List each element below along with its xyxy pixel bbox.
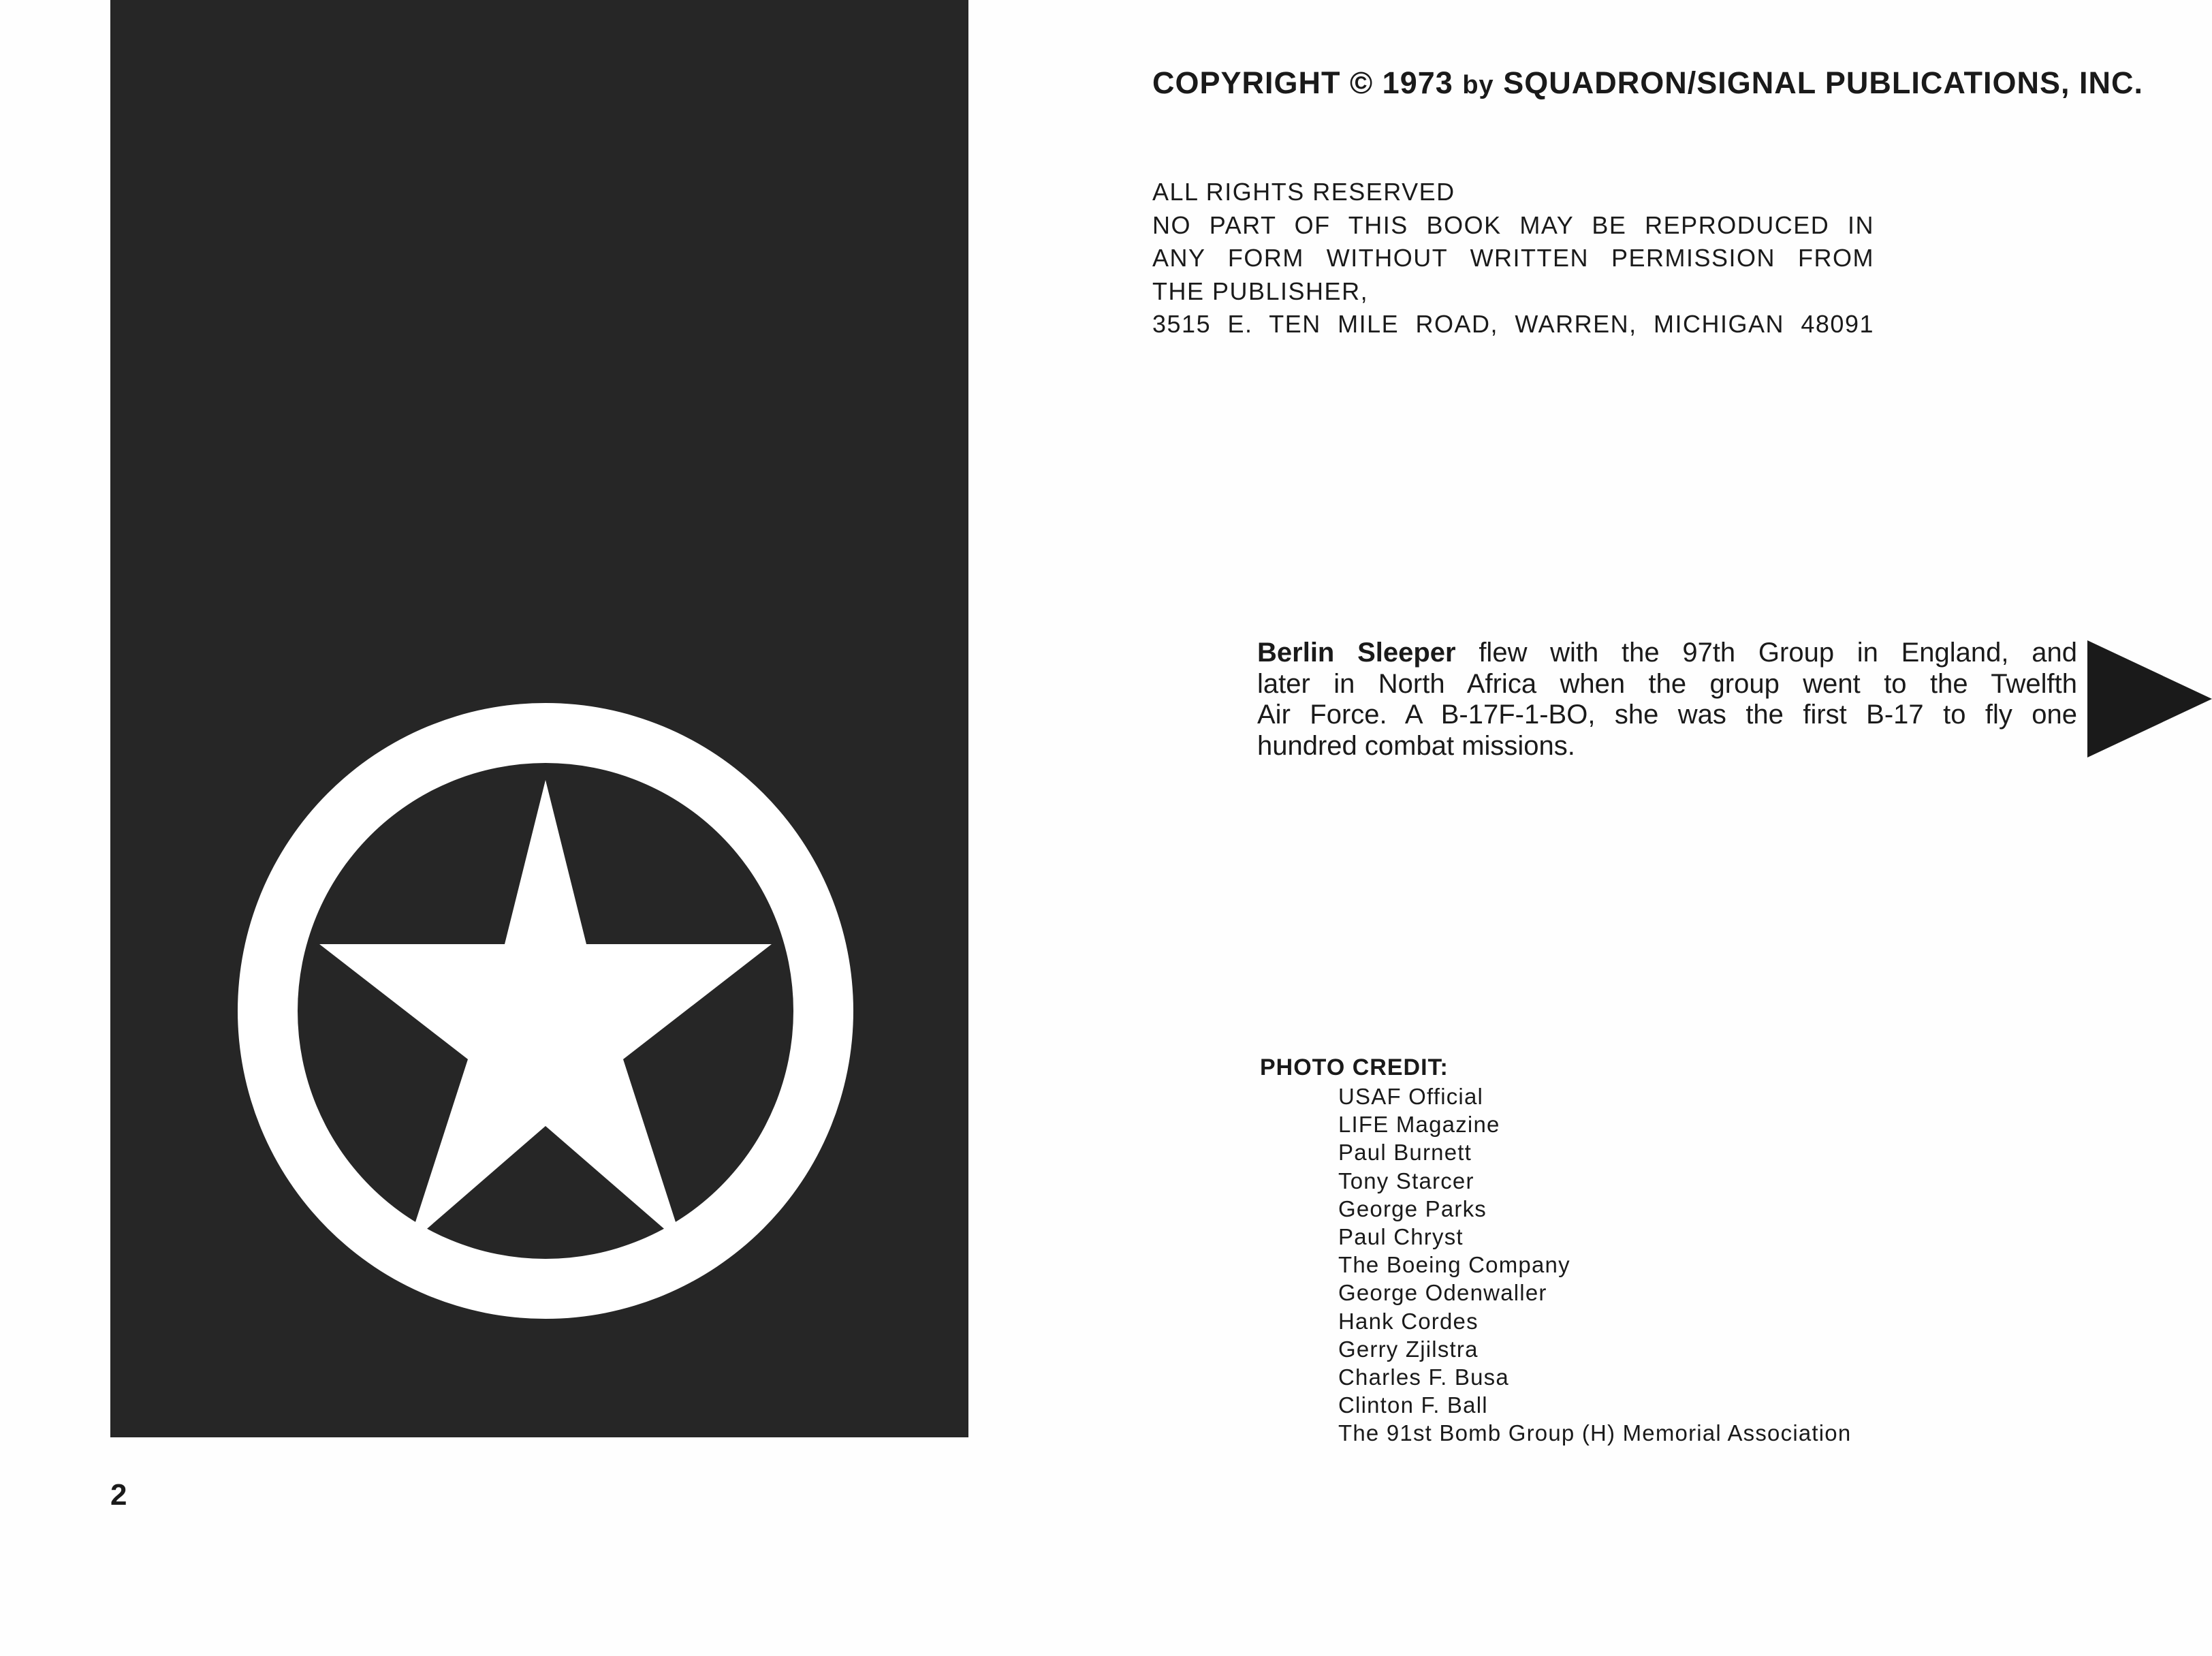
caption-line: hundred combat missions. <box>1257 730 1575 761</box>
credit-item: Charles F. Busa <box>1338 1364 1509 1390</box>
credit-item: Paul Burnett <box>1338 1140 1472 1166</box>
pointer-arrow-icon <box>2087 640 2212 757</box>
rights-line: THE PUBLISHER, <box>1152 277 1369 305</box>
caption-line: later in North Africa when the group went to the Twelfth <box>1257 668 2077 699</box>
credit-item: The 91st Bomb Group (H) Memorial Association <box>1338 1420 1852 1446</box>
photo-credit-heading: PHOTO CREDIT: <box>1260 1054 1449 1080</box>
caption-line: Air Force. A B-17F-1-BO, she was the first B-17 to fly one <box>1257 700 2077 730</box>
publisher-name: SQUADRON/SIGNAL PUBLICATIONS, INC. <box>1503 65 2144 100</box>
credit-item: Paul Chryst <box>1338 1224 1464 1250</box>
caption-line <box>1257 638 2077 669</box>
credit-item: USAF Official <box>1338 1084 1484 1109</box>
page-number: 2 <box>110 1478 127 1512</box>
publisher-address: 3515 E. TEN MILE ROAD, WARREN, MICHIGAN 48091 <box>1152 310 1874 338</box>
rights-reserved-block <box>1152 176 1874 341</box>
rights-line: ANY FORM WITHOUT WRITTEN PERMISSION FROM <box>1152 244 1874 272</box>
copyright-by: by <box>1462 71 1494 99</box>
aircraft-name: Berlin Sleeper <box>1257 638 1456 668</box>
credit-item: The Boeing Company <box>1338 1252 1570 1278</box>
credit-item: Tony Starcer <box>1338 1168 1474 1193</box>
credit-item: Clinton F. Ball <box>1338 1392 1488 1418</box>
credit-item: Hank Cordes <box>1338 1308 1479 1334</box>
copyright-notice <box>1152 65 2143 101</box>
caption-text: flew with the 97th Group in England, and <box>1455 638 2077 668</box>
photo-credit-list <box>1338 1082 1851 1448</box>
rights-line: NO PART OF THIS BOOK MAY BE REPRODUCED IN <box>1152 210 1874 239</box>
copyright-year: COPYRIGHT © 1973 <box>1152 65 1453 100</box>
star-roundel-icon <box>235 700 856 1322</box>
credit-item: LIFE Magazine <box>1338 1112 1500 1138</box>
credit-item: Gerry Zjilstra <box>1338 1336 1479 1362</box>
credit-item: George Parks <box>1338 1196 1487 1221</box>
credit-item: George Odenwaller <box>1338 1280 1547 1306</box>
photo-caption <box>1257 638 2077 762</box>
rights-line: ALL RIGHTS RESERVED <box>1152 178 1455 206</box>
